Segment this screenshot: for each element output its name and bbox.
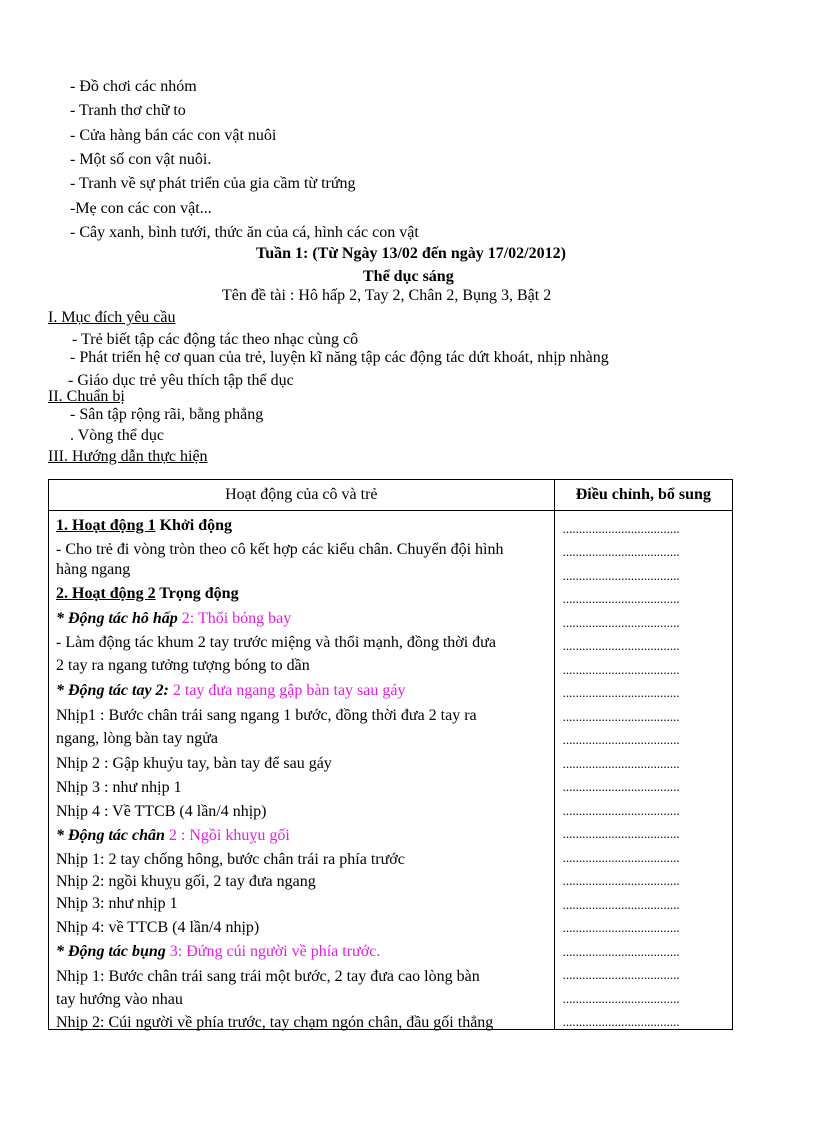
- exercise-text: Nhịp 4 : Về TTCB (4 lần/4 nhịp): [56, 803, 267, 820]
- material-item: - Cây xanh, bình tưới, thức ăn của cá, hình các con vật: [70, 224, 419, 241]
- subject-title: Thể dục sáng: [363, 268, 454, 285]
- prep-item: . Vòng thể dục: [70, 427, 164, 444]
- exercise-title: * Động tác hô hấp 2: Thổi bóng bay: [56, 610, 292, 627]
- dotted-line: ....................................: [562, 709, 680, 724]
- exercise-text: Nhịp 1: 2 tay chống hông, bước chân trái ra phía trước: [56, 851, 405, 868]
- section-heading: II. Chuẩn bị: [48, 388, 125, 405]
- activity-heading: 2. Hoạt động 2 Trọng động: [56, 585, 239, 602]
- dotted-line: ....................................: [562, 920, 680, 935]
- dotted-line: ....................................: [562, 662, 680, 677]
- dotted-line: ....................................: [562, 521, 680, 536]
- exercise-text: Nhịp 2 : Gập khuỷu tay, bàn tay để sau gáy: [56, 755, 332, 772]
- exercise-text: Nhịp 2: Cúi người về phía trước, tay chạm ngón chân, đầu gối thẳng: [56, 1014, 494, 1031]
- exercise-text: ngang, lòng bàn tay ngửa: [56, 730, 218, 747]
- dotted-line: ....................................: [562, 944, 680, 959]
- dotted-line: ....................................: [562, 685, 680, 700]
- exercise-title: * Động tác tay 2: 2 tay đưa ngang gập bàn tay sau gáy: [56, 682, 406, 699]
- dotted-line: ....................................: [562, 803, 680, 818]
- dotted-line: ....................................: [562, 544, 680, 559]
- dotted-line: ....................................: [562, 779, 680, 794]
- topic-title: Tên đề tài : Hô hấp 2, Tay 2, Chân 2, Bụng 3, Bật 2: [222, 287, 552, 304]
- week-title: Tuần 1: (Từ Ngày 13/02 đến ngày 17/02/2012): [256, 245, 566, 262]
- exercise-title: * Động tác bụng 3: Đứng cúi người về phía trước.: [56, 943, 381, 960]
- dotted-line: ....................................: [562, 850, 680, 865]
- dotted-line: ....................................: [562, 591, 680, 606]
- exercise-text: Nhịp 2: ngồi khuỵu gối, 2 tay đưa ngang: [56, 873, 316, 890]
- activity-heading: 1. Hoạt động 1 Khởi động: [56, 517, 233, 534]
- exercise-text: 2 tay ra ngang tưởng tượng bóng to dần: [56, 657, 310, 674]
- activity-text: hàng ngang: [56, 561, 131, 578]
- exercise-text: Nhịp 3 : như nhịp 1: [56, 779, 182, 796]
- activity-text: - Cho trẻ đi vòng tròn theo cô kết hợp các kiểu chân. Chuyển đội hình: [56, 541, 504, 558]
- goal-item: - Trẻ biết tập các động tác theo nhạc cùng cô: [72, 331, 359, 348]
- exercise-text: Nhịp1 : Bước chân trái sang ngang 1 bước, đồng thời đưa 2 tay ra: [56, 707, 477, 724]
- dotted-line: ....................................: [562, 1014, 680, 1029]
- exercise-title: * Động tác chân 2 : Ngồi khuỵu gối: [56, 827, 290, 844]
- dotted-line: ....................................: [562, 732, 680, 747]
- exercise-text: Nhịp 3: như nhịp 1: [56, 895, 178, 912]
- material-item: - Đồ chơi các nhóm: [70, 78, 197, 95]
- goal-item: - Giáo dục trẻ yêu thích tập thể dục: [68, 372, 294, 389]
- exercise-text: Nhịp 4: về TTCB (4 lần/4 nhịp): [56, 919, 260, 936]
- dotted-line: ....................................: [562, 638, 680, 653]
- material-item: - Tranh thơ chữ to: [70, 102, 186, 119]
- dotted-line: ....................................: [562, 991, 680, 1006]
- goal-item: - Phát triển hệ cơ quan của trẻ, luyện kĩ năng tập các động tác dứt khoát, nhịp nhàng: [70, 349, 609, 366]
- dotted-line: ....................................: [562, 568, 680, 583]
- adjustment-cell: [554, 511, 732, 1030]
- prep-item: - Sân tập rộng rãi, bằng phẳng: [70, 406, 264, 423]
- activity-cell: [49, 511, 555, 1030]
- exercise-text: - Làm động tác khum 2 tay trước miệng và thổi mạnh, đồng thời đưa: [56, 634, 496, 651]
- exercise-text: tay hướng vào nhau: [56, 991, 183, 1008]
- material-item: - Cửa hàng bán các con vật nuôi: [70, 127, 277, 144]
- column-header: Hoạt động của cô và trẻ: [49, 480, 555, 511]
- dotted-line: ....................................: [562, 615, 680, 630]
- section-heading: I. Mục đích yêu cầu: [48, 309, 176, 326]
- material-item: - Tranh về sự phát triển của gia cầm từ trứng: [70, 175, 356, 192]
- material-item: - Một số con vật nuôi.: [70, 151, 212, 168]
- dotted-line: ....................................: [562, 967, 680, 982]
- dotted-line: ....................................: [562, 873, 680, 888]
- material-item: -Mẹ con các con vật...: [70, 200, 212, 217]
- dotted-line: ....................................: [562, 826, 680, 841]
- dotted-line: ....................................: [562, 756, 680, 771]
- column-header: Điều chỉnh, bổ sung: [554, 480, 732, 511]
- section-heading: III. Hướng dẫn thực hiện: [48, 448, 208, 465]
- exercise-text: Nhịp 1: Bước chân trái sang trái một bước, 2 tay đưa cao lòng bàn: [56, 968, 480, 985]
- activity-table: [48, 479, 733, 1030]
- dotted-line: ....................................: [562, 897, 680, 912]
